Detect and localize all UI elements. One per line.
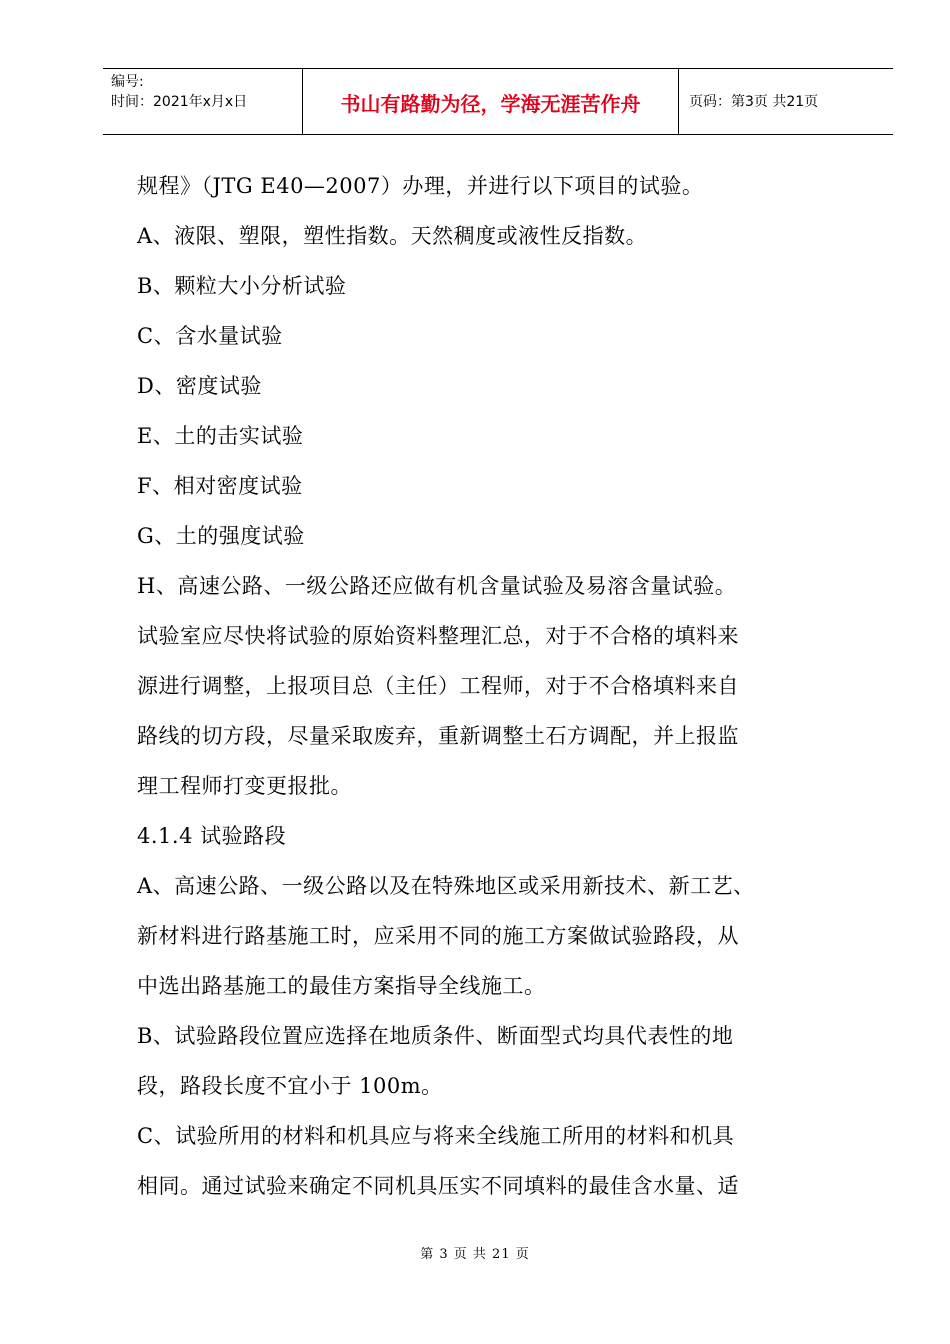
body-line: 试验室应尽快将试验的原始资料整理汇总，对于不合格的填料来 — [137, 624, 739, 648]
page-footer: 第 3 页 共 21 页 — [420, 1247, 530, 1262]
body-line: F、相对密度试验 — [137, 474, 303, 498]
section-heading: 4.1.4 试验路段 — [137, 824, 287, 848]
body-line: 中选出路基施工的最佳方案指导全线施工。 — [137, 974, 546, 998]
body-line: 理工程师打变更报批。 — [137, 774, 352, 798]
body-line: 路线的切方段，尽量采取废弃，重新调整土石方调配，并上报监 — [137, 724, 739, 748]
body-line: A、高速公路、一级公路以及在特殊地区或采用新技术、新工艺、 — [137, 874, 755, 898]
time-label: 时间：2021年x月x日 — [111, 94, 248, 110]
motto-text: 书山有路勤为径，学海无涯苦作舟 — [340, 92, 641, 116]
body-line: C、试验所用的材料和机具应与将来全线施工所用的材料和机具 — [137, 1124, 735, 1148]
body-line: D、密度试验 — [137, 374, 262, 398]
body-line: C、含水量试验 — [137, 324, 283, 348]
number-label: 编号: — [111, 74, 144, 90]
body-line: A、液限、塑限，塑性指数。天然稠度或液性反指数。 — [137, 224, 648, 248]
header-motto-cell — [303, 69, 679, 134]
page-info: 页码：第3页 共21页 — [689, 94, 819, 110]
body-line: E、土的击实试验 — [137, 424, 304, 448]
body-line: 段，路段长度不宜小于 100m。 — [137, 1074, 443, 1098]
header-page-cell — [679, 69, 893, 134]
body-line: 相同。通过试验来确定不同机具压实不同填料的最佳含水量、适 — [137, 1174, 739, 1198]
body-line: 规程》（JTG E40—2007）办理，并进行以下项目的试验。 — [137, 174, 704, 198]
body-line: G、土的强度试验 — [137, 524, 305, 548]
body-line: B、颗粒大小分析试验 — [137, 274, 347, 298]
document-header — [103, 68, 893, 135]
body-line: 新材料进行路基施工时，应采用不同的施工方案做试验路段，从 — [137, 924, 739, 948]
body-line: B、试验路段位置应选择在地质条件、断面型式均具代表性的地 — [137, 1024, 734, 1048]
body-line: H、高速公路、一级公路还应做有机含量试验及易溶含量试验。 — [137, 574, 737, 598]
body-line: 源进行调整，上报项目总（主任）工程师，对于不合格填料来自 — [137, 674, 739, 698]
header-meta-cell — [103, 69, 303, 134]
